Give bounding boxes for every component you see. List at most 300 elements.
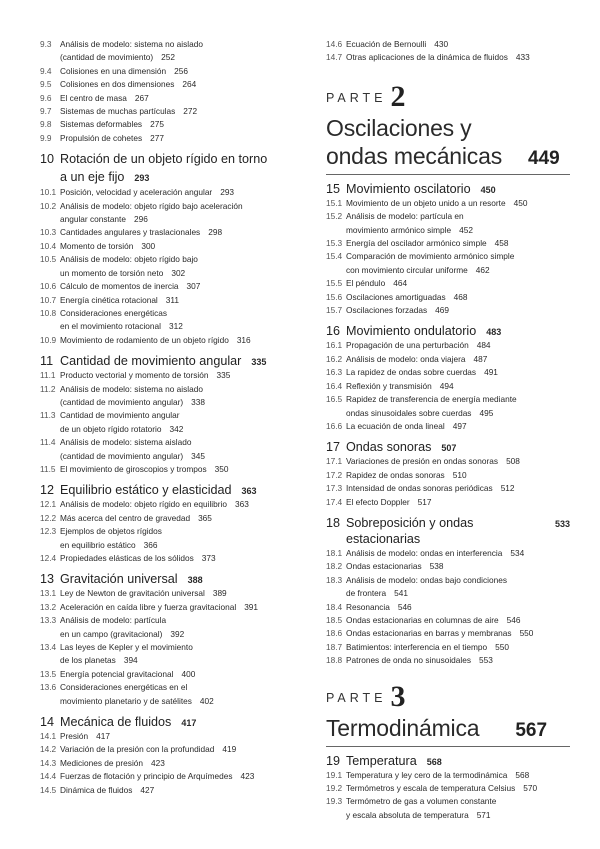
part-page: 567 (515, 719, 548, 741)
section-title-line: Resonancia (346, 601, 390, 612)
section-title (346, 654, 570, 667)
toc-entry (326, 237, 570, 250)
toc-entry (40, 614, 298, 641)
section-title-line: Otras aplicaciones de la dinámica de fluidos (346, 52, 508, 63)
section-title-line: Propagación de una perturbación (346, 340, 469, 351)
section-title-line: Consideraciones energéticas en el (60, 682, 188, 693)
section-title (60, 186, 298, 199)
section-number: 13.6 (40, 682, 57, 693)
section-title-line: Variaciones de presión en ondas sonoras (346, 456, 499, 467)
section-title-continued (346, 809, 570, 822)
section-page: 450 (513, 197, 528, 208)
toc-entry (326, 614, 570, 627)
toc-entry (326, 469, 570, 482)
section-title-cont: (cantidad de movimiento angular) (60, 396, 184, 407)
part-title-line-1: Termodinámica (326, 714, 480, 741)
section-page: 256 (174, 65, 188, 76)
section-title-continued (60, 423, 298, 436)
toc-entry (326, 420, 570, 433)
section-title-line: Reflexión y transmisión (346, 380, 432, 391)
section-page: 571 (476, 809, 491, 820)
chapter-heading (40, 482, 298, 498)
toc-entry (40, 463, 298, 476)
section-number: 15.5 (326, 278, 343, 289)
section-title-line: Colisiones en una dimensión (60, 65, 167, 76)
section-title (60, 409, 298, 436)
section-number: 13.5 (40, 668, 57, 679)
section-number: 9.9 (40, 132, 52, 143)
section-number: 18.8 (326, 655, 343, 666)
toc-entry (40, 743, 298, 756)
chapter-number: 18 (326, 515, 341, 530)
section-title-line: La ecuación de onda lineal (346, 420, 445, 431)
toc-entry (326, 482, 570, 495)
section-number: 18.2 (326, 561, 343, 572)
toc-entry (40, 280, 298, 293)
chapter-title: Movimiento ondulatorio (346, 324, 477, 339)
section-number: 10.3 (40, 227, 57, 238)
section-number: 11.5 (40, 463, 56, 474)
section-number: 10.9 (40, 334, 57, 345)
section-title-line: Colisiones en dos dimensiones (60, 79, 175, 90)
section-title-line: Ondas estacionarias en columnas de aire (346, 614, 499, 625)
section-title (346, 380, 570, 393)
section-title (60, 334, 298, 347)
part-label: PARTE (326, 90, 387, 105)
toc-entry (40, 294, 298, 307)
chapter-page: 417 (181, 718, 197, 729)
chapter-title: Mecánica de fluidos (60, 715, 172, 730)
toc-entry (326, 547, 570, 560)
section-title-continued (60, 628, 298, 641)
section-title (60, 369, 298, 382)
section-page: 345 (191, 450, 205, 461)
section-title (346, 237, 570, 250)
section-page: 264 (182, 79, 197, 90)
chapter-page: 568 (426, 756, 442, 767)
chapter-heading (40, 151, 298, 186)
section-title-line: Oscilaciones forzadas (346, 305, 428, 316)
section-title (60, 78, 298, 91)
section-page: 423 (240, 771, 255, 782)
section-title-line: El efecto Doppler (346, 496, 410, 507)
chapter-heading (326, 515, 570, 547)
section-title-continued (346, 587, 570, 600)
section-page: 462 (475, 264, 490, 275)
section-number: 18.6 (326, 628, 343, 639)
section-title (60, 105, 298, 118)
section-title (346, 38, 570, 51)
section-number: 11.4 (40, 437, 56, 448)
section-title-continued (346, 264, 570, 277)
section-title-line: Cantidades angulares y traslacionales (60, 227, 201, 238)
section-title-line: Ondas estacionarias (346, 561, 422, 572)
section-page: 392 (170, 628, 185, 639)
toc-entry (326, 277, 570, 290)
section-page: 373 (201, 553, 216, 563)
section-title-line: Cantidad de movimiento angular (60, 410, 180, 421)
section-title (346, 291, 570, 304)
section-number: 19.1 (326, 769, 343, 780)
chapter-number: 19 (326, 753, 341, 768)
section-page: 267 (134, 92, 149, 103)
toc-entry (40, 38, 298, 65)
toc-entry (326, 197, 570, 210)
section-number: 13.2 (40, 601, 57, 612)
section-title-line: Termómetros y escala de temperatura Celsius (346, 783, 516, 793)
chapter-number: 11 (40, 354, 54, 369)
section-title-continued (346, 407, 570, 420)
section-page: 568 (515, 769, 530, 780)
section-title (60, 118, 298, 131)
toc-entry (40, 730, 298, 743)
chapter-number: 13 (40, 572, 55, 587)
toc-entry (326, 210, 570, 237)
section-title-cont: en equilibrio estático (60, 539, 136, 550)
section-title (346, 250, 570, 277)
section-title-line: Propiedades elásticas de los sólidos (60, 553, 194, 563)
section-title-line: Análisis de modelo: partícula (60, 615, 167, 626)
section-title-cont: en un campo (gravitacional) (60, 628, 163, 639)
toc-entry (326, 769, 570, 782)
section-title (346, 455, 570, 468)
section-title-cont: movimiento armónico simple (346, 224, 452, 235)
section-number: 15.6 (326, 291, 343, 302)
section-page: 517 (417, 496, 432, 507)
part-2-chapters (326, 181, 570, 668)
section-title (60, 38, 298, 65)
section-title-cont: un momento de torsión neto (60, 267, 164, 278)
section-page: 541 (394, 588, 408, 599)
section-title-continued (60, 450, 298, 463)
toc-entry (326, 339, 570, 352)
toc-entry (326, 560, 570, 573)
chapter-title: Gravitación universal (60, 572, 178, 587)
section-page: 394 (123, 655, 138, 666)
section-number: 11.2 (40, 383, 56, 394)
section-page: 452 (459, 224, 473, 235)
section-page: 302 (171, 267, 186, 278)
toc-entry (40, 118, 298, 131)
section-title (346, 482, 570, 495)
toc-entry (40, 307, 298, 334)
toc-entry (40, 369, 298, 382)
chapter-page: 483 (486, 327, 502, 338)
section-number: 17.4 (326, 496, 343, 507)
section-title-cont: (cantidad de movimiento) (60, 52, 154, 63)
chapter-title: Movimiento oscilatorio (346, 181, 471, 196)
section-title-cont: (cantidad de movimiento angular) (60, 450, 184, 461)
section-page: 433 (515, 52, 530, 63)
section-page: 487 (473, 353, 488, 364)
part-number: 3 (390, 679, 406, 713)
section-title-continued (60, 267, 298, 280)
section-page: 546 (506, 614, 521, 625)
part-title-line-1: Oscilaciones y (326, 114, 472, 141)
section-page: 497 (452, 420, 467, 431)
section-title-line: Análisis de modelo: objeto rígido en equilibrio (60, 499, 227, 510)
section-title-continued (60, 213, 298, 226)
section-title-line: Ondas estacionarias en barras y membranas (346, 628, 512, 639)
section-title (346, 304, 570, 317)
section-title-line: Temperatura y ley cero de la termodinámica (346, 769, 508, 780)
section-number: 13.3 (40, 615, 57, 626)
chapter-page: 335 (251, 357, 267, 368)
section-number: 16.5 (326, 394, 343, 405)
section-title-line: Más acerca del centro de gravedad (60, 512, 191, 523)
section-number: 9.4 (40, 65, 52, 76)
section-title (346, 210, 570, 237)
toc-entry (40, 92, 298, 105)
toc-entry (40, 226, 298, 239)
section-number: 11.1 (40, 370, 56, 381)
section-title-line: El movimiento de giroscopios y trompos (60, 463, 207, 474)
section-number: 10.6 (40, 281, 57, 292)
section-title (346, 560, 570, 573)
section-title (346, 353, 570, 366)
section-page: 546 (397, 601, 412, 612)
section-title-cont: angular constante (60, 214, 126, 225)
section-page: 458 (494, 238, 509, 249)
toc-entry (40, 587, 298, 600)
section-page: 365 (198, 512, 212, 523)
chapter-title: Rotación de un objeto rígido en torno (60, 152, 268, 167)
section-title (346, 601, 570, 614)
chapter-number: 14 (40, 715, 55, 730)
chapter-number: 16 (326, 324, 341, 339)
chapter-title-line-2 (60, 168, 267, 186)
section-title-line: Mediciones de presión (60, 757, 144, 768)
section-title-line: Análisis de modelo: sistema no aislado (60, 383, 203, 394)
section-title-line: Aceleración en caída libre y fuerza gravitacional (60, 601, 237, 612)
section-number: 19.3 (326, 796, 343, 807)
section-title (60, 681, 298, 708)
section-page: 402 (199, 695, 214, 706)
section-title (346, 627, 570, 640)
section-title (346, 420, 570, 433)
toc-entry (326, 38, 570, 51)
section-page: 300 (141, 240, 156, 251)
section-title (60, 641, 298, 668)
section-title-line: Presión (60, 731, 89, 742)
section-title (346, 469, 570, 482)
section-title-line: Análisis de modelo: onda viajera (346, 353, 466, 364)
toc-entry (40, 409, 298, 436)
section-page: 400 (181, 668, 196, 679)
section-title-line: Consideraciones energéticas (60, 307, 168, 318)
section-number: 11.3 (40, 410, 56, 421)
chapter-title: Equilibrio estático y elasticidad (60, 483, 232, 498)
section-title-continued (60, 396, 298, 409)
section-page: 338 (191, 396, 205, 407)
section-title (346, 769, 570, 782)
section-title (60, 730, 298, 743)
section-number: 14.6 (326, 39, 343, 49)
section-title-line: Termómetro de gas a volumen constante (346, 796, 497, 807)
section-page: 342 (169, 423, 184, 434)
section-title-continued (60, 539, 298, 552)
section-title (60, 307, 298, 334)
toc-entry (40, 512, 298, 525)
section-title-line: Ecuación de Bernoulli (346, 39, 427, 49)
toc-entry (326, 641, 570, 654)
section-number: 18.3 (326, 574, 343, 585)
section-title (346, 393, 570, 420)
section-page: 275 (150, 119, 164, 130)
toc-entry (326, 627, 570, 640)
section-title (60, 463, 298, 476)
toc-entry (326, 574, 570, 601)
section-title-line: Rapidez de ondas sonoras (346, 469, 445, 480)
section-title (346, 614, 570, 627)
toc-entry (40, 784, 298, 797)
section-number: 9.7 (40, 106, 52, 117)
chapter-heading (40, 714, 298, 730)
toc-entry (40, 770, 298, 783)
right-column (326, 38, 570, 822)
section-title-cont: con movimiento circular uniforme (346, 264, 468, 275)
toc-entry (40, 436, 298, 463)
section-number: 13.1 (40, 588, 57, 599)
section-title (60, 240, 298, 253)
section-title-line: Sistemas deformables (60, 119, 143, 130)
section-number: 12.2 (40, 512, 57, 523)
section-page: 491 (484, 367, 498, 378)
section-number: 13.4 (40, 642, 57, 653)
section-title-line: Energía del oscilador armónico simple (346, 238, 487, 249)
section-number: 10.8 (40, 307, 57, 318)
part-3-chapters (326, 753, 570, 823)
toc-entry (326, 51, 570, 64)
section-page: 252 (161, 52, 175, 63)
chapter-number: 10 (40, 152, 55, 167)
section-title (60, 92, 298, 105)
chapter-page: 293 (134, 173, 150, 184)
section-title-line: Energía potencial gravitacional (60, 668, 174, 679)
section-page: 366 (143, 539, 158, 550)
section-page: 293 (220, 187, 235, 198)
toc-entry (326, 380, 570, 393)
section-title-line: Dinámica de fluidos (60, 784, 133, 795)
section-page: 430 (434, 39, 449, 49)
section-title-cont: de frontera (346, 588, 387, 599)
section-title (60, 552, 298, 565)
section-page: 494 (439, 380, 454, 391)
section-number: 16.4 (326, 380, 343, 391)
section-title-line: Propulsión de cohetes (60, 132, 143, 143)
chapter-number: 12 (40, 483, 55, 498)
section-page: 553 (479, 655, 493, 666)
toc-entry (326, 353, 570, 366)
section-title (60, 200, 298, 227)
section-number: 15.7 (326, 305, 343, 316)
section-number: 12.4 (40, 553, 57, 563)
section-number: 15.1 (326, 197, 343, 208)
part-divider (326, 746, 570, 747)
section-title-line: Comparación de movimiento armónico simple (346, 251, 515, 262)
left-chapters (40, 151, 298, 797)
section-title-line: Análisis de modelo: ondas en interferencia (346, 547, 503, 558)
section-title-line: Variación de la presión con la profundidad (60, 744, 215, 755)
section-page: 550 (519, 628, 534, 639)
chapter-title-wrap (60, 151, 267, 186)
part-number: 2 (390, 79, 406, 113)
chapter-page: 363 (241, 486, 257, 497)
toc-entry (40, 334, 298, 347)
section-page: 272 (183, 106, 198, 117)
section-number: 14.2 (40, 744, 57, 755)
section-title (60, 757, 298, 770)
section-number: 14.1 (40, 731, 57, 742)
toc-entry (326, 795, 570, 822)
section-title (346, 547, 570, 560)
section-title-line: Intensidad de ondas sonoras periódicas (346, 483, 493, 494)
section-page: 423 (151, 757, 165, 768)
section-title-cont: ondas sinusoidales sobre cuerdas (346, 407, 472, 418)
section-page: 484 (476, 340, 491, 351)
section-title-line: Cálculo de momentos de inercia (60, 281, 179, 292)
section-title (346, 366, 570, 379)
section-title-continued (60, 695, 298, 708)
section-number: 10.1 (40, 187, 57, 198)
section-number: 10.5 (40, 254, 57, 265)
section-title (60, 784, 298, 797)
section-title (60, 280, 298, 293)
toc-entry (326, 291, 570, 304)
section-title (346, 641, 570, 654)
toc-entry (40, 681, 298, 708)
toc-entry (40, 186, 298, 199)
section-number: 19.2 (326, 783, 343, 793)
section-title-line: Ejemplos de objetos rígidos (60, 526, 162, 537)
section-number: 14.4 (40, 771, 57, 782)
left-column (40, 38, 298, 797)
section-title-continued (346, 224, 570, 237)
section-title (60, 294, 298, 307)
section-title (60, 253, 298, 280)
chapter-title: Ondas sonoras (346, 440, 432, 455)
section-number: 12.3 (40, 526, 57, 537)
section-title (60, 601, 298, 614)
part-2-header (326, 80, 570, 175)
section-title (60, 587, 298, 600)
section-title-line: Producto vectorial y momento de torsión (60, 370, 209, 381)
section-title (346, 782, 570, 795)
section-title (60, 614, 298, 641)
section-number: 18.4 (326, 601, 343, 612)
section-title (346, 574, 570, 601)
part-divider (326, 174, 570, 175)
section-number: 14.5 (40, 784, 57, 795)
part-label: PARTE (326, 690, 387, 705)
toc-entry (326, 393, 570, 420)
section-number: 15.4 (326, 251, 343, 262)
section-title-line: Análisis de modelo: objeto rígido bajo aceleración (60, 200, 243, 211)
section-number: 9.6 (40, 92, 52, 103)
section-title-continued (60, 51, 298, 64)
chapter-title: Temperatura (346, 753, 417, 768)
section-title-continued (60, 320, 298, 333)
section-title-line: Análisis de modelo: objeto rígido bajo (60, 254, 198, 265)
section-page: 464 (393, 278, 408, 289)
section-page: 550 (495, 641, 509, 652)
section-title-line: Las leyes de Kepler y el movimiento (60, 642, 193, 653)
section-page: 389 (212, 588, 227, 599)
chapter-number: 17 (326, 440, 341, 455)
section-title-line: Ley de Newton de gravitación universal (60, 588, 205, 599)
section-page: 538 (429, 561, 444, 572)
section-title (60, 668, 298, 681)
